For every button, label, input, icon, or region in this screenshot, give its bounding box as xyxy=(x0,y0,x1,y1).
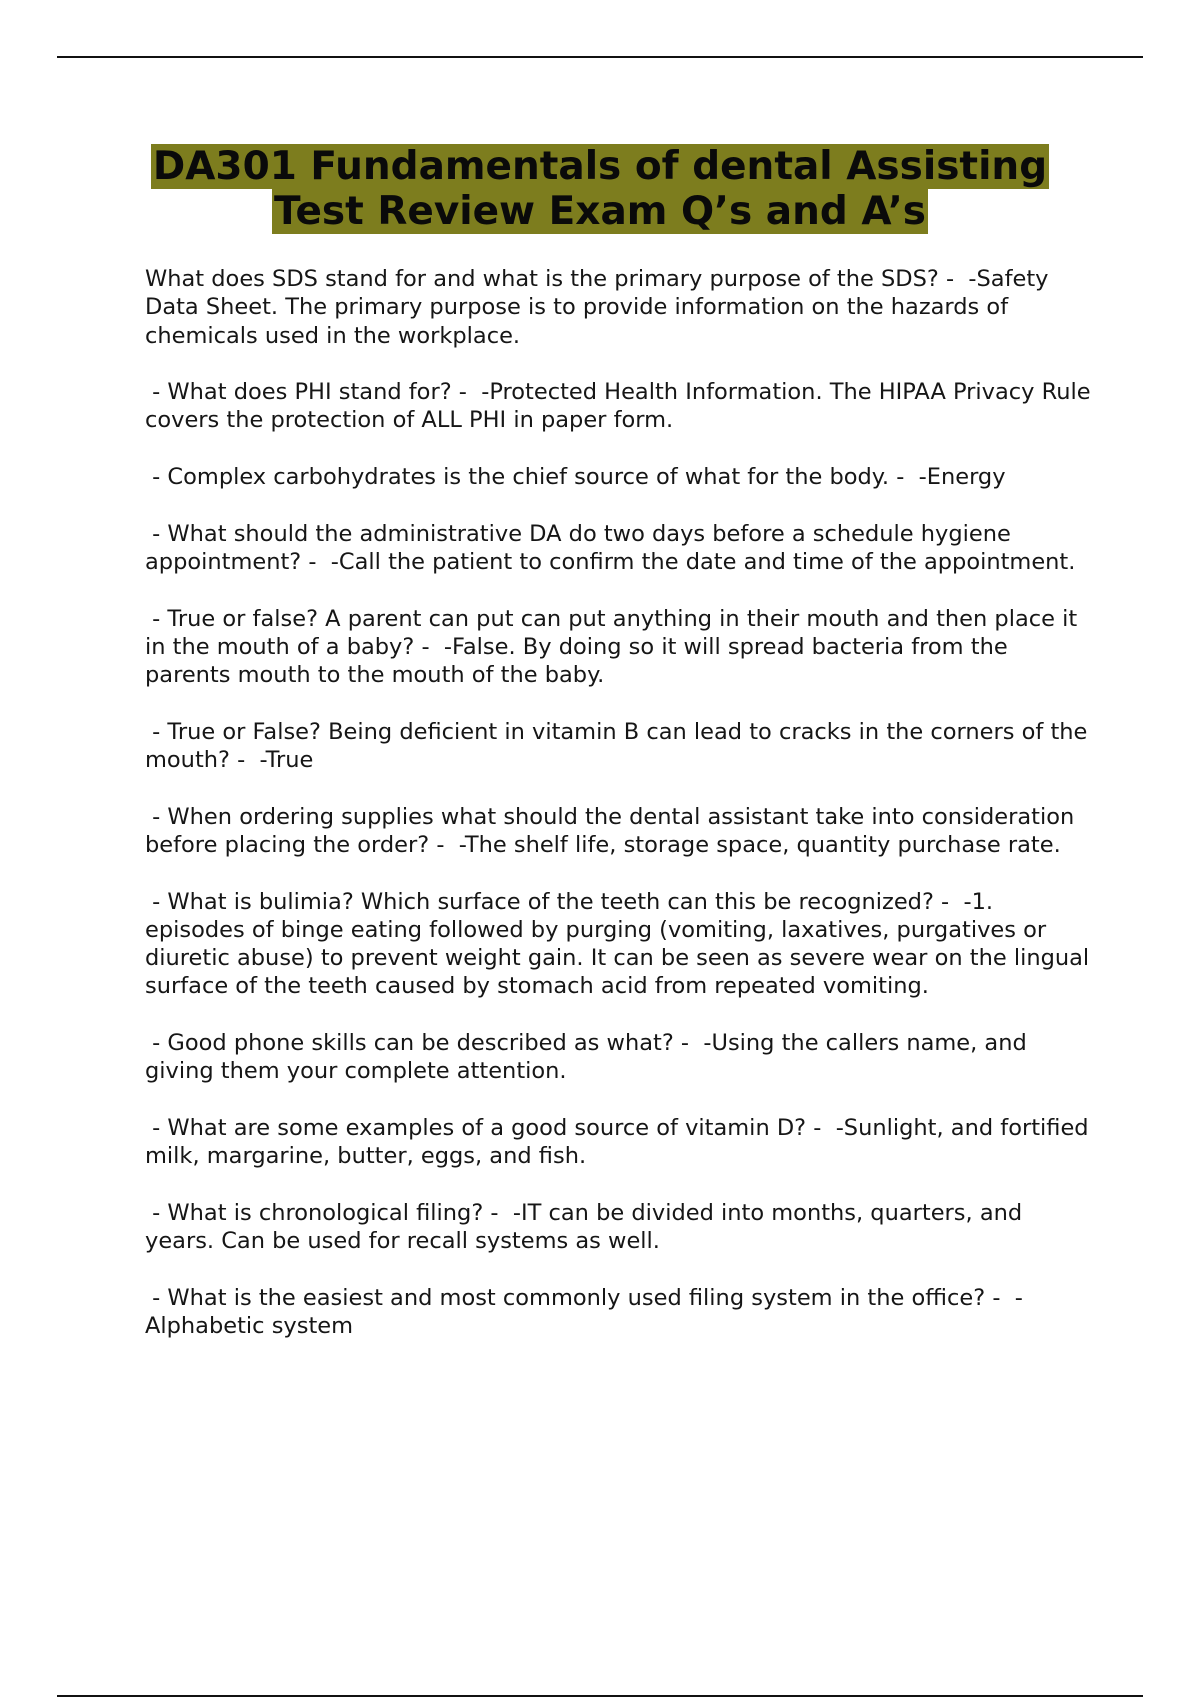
qa-item-sds: What does SDS stand for and what is the primary purpose of the SDS? - -Safety Data Sheet. The primary purpose is to provide information on the hazards of chemicals used in the workplace. xyxy=(145,266,1056,349)
qa-item-ordering-supplies: - When ordering supplies what should the dental assistant take into consideration before placing the order? - -The shelf life, storage space, quantity purchase rate. xyxy=(145,803,1082,858)
title-line-1: DA301 Fundamentals of dental Assisting xyxy=(152,144,1048,189)
top-rule xyxy=(57,56,1143,58)
qa-item-bulimia: - What is bulimia? Which surface of the teeth can this be recognized? - -1. episodes of binge eating followed by purging (vomiting, laxatives, purgatives or diuretic abuse) to prevent weight gain. It can be seen as severe wear on the lingual surface of the teeth caused by stomach acid from repeated vomiting. xyxy=(145,888,1097,1000)
qa-item-phone-skills: - Good phone skills can be described as what? - -Using the callers name, and giving them your complete attention. xyxy=(145,1030,1034,1085)
qa-item-parent-baby: - True or false? A parent can put can put anything in their mouth and then place it in the mouth of a baby? - -False. By doing so it will spread bacteria from the parents mouth to the mouth of the baby. xyxy=(145,605,1085,689)
qa-item-vitamin-d: - What are some examples of a good source of vitamin D? - -Sunlight, and fortified milk, margarine, butter, eggs, and fish. xyxy=(145,1114,1096,1170)
qa-item-chronological-filing: - What is chronological filing? - -IT can be divided into months, quarters, and years. Can be used for recall systems as well. xyxy=(145,1199,1030,1255)
title-line-2: Test Review Exam Q’s and A’s xyxy=(274,189,926,234)
qa-item-carbohydrates: - Complex carbohydrates is the chief source of what for the body. - -Energy xyxy=(145,464,1006,491)
qa-list xyxy=(145,265,1098,1369)
qa-item-hygiene-appointment: - What should the administrative DA do two days before a schedule hygiene appointment? - -Call the patient to confirm the date and time of the appointment. xyxy=(145,520,1076,575)
qa-item-filing-system: - What is the easiest and most commonly used filing system in the office? - -Alphabetic system xyxy=(145,1284,1023,1339)
qa-item-vitamin-b: - True or False? Being deficient in vitamin B can lead to cracks in the corners of the mouth? - -True xyxy=(145,718,1095,774)
qa-item-phi: - What does PHI stand for? - -Protected Health Information. The HIPAA Privacy Rule covers the protection of ALL PHI in paper form. xyxy=(145,379,1098,434)
document-title xyxy=(60,144,1140,234)
bottom-rule xyxy=(57,1695,1143,1697)
